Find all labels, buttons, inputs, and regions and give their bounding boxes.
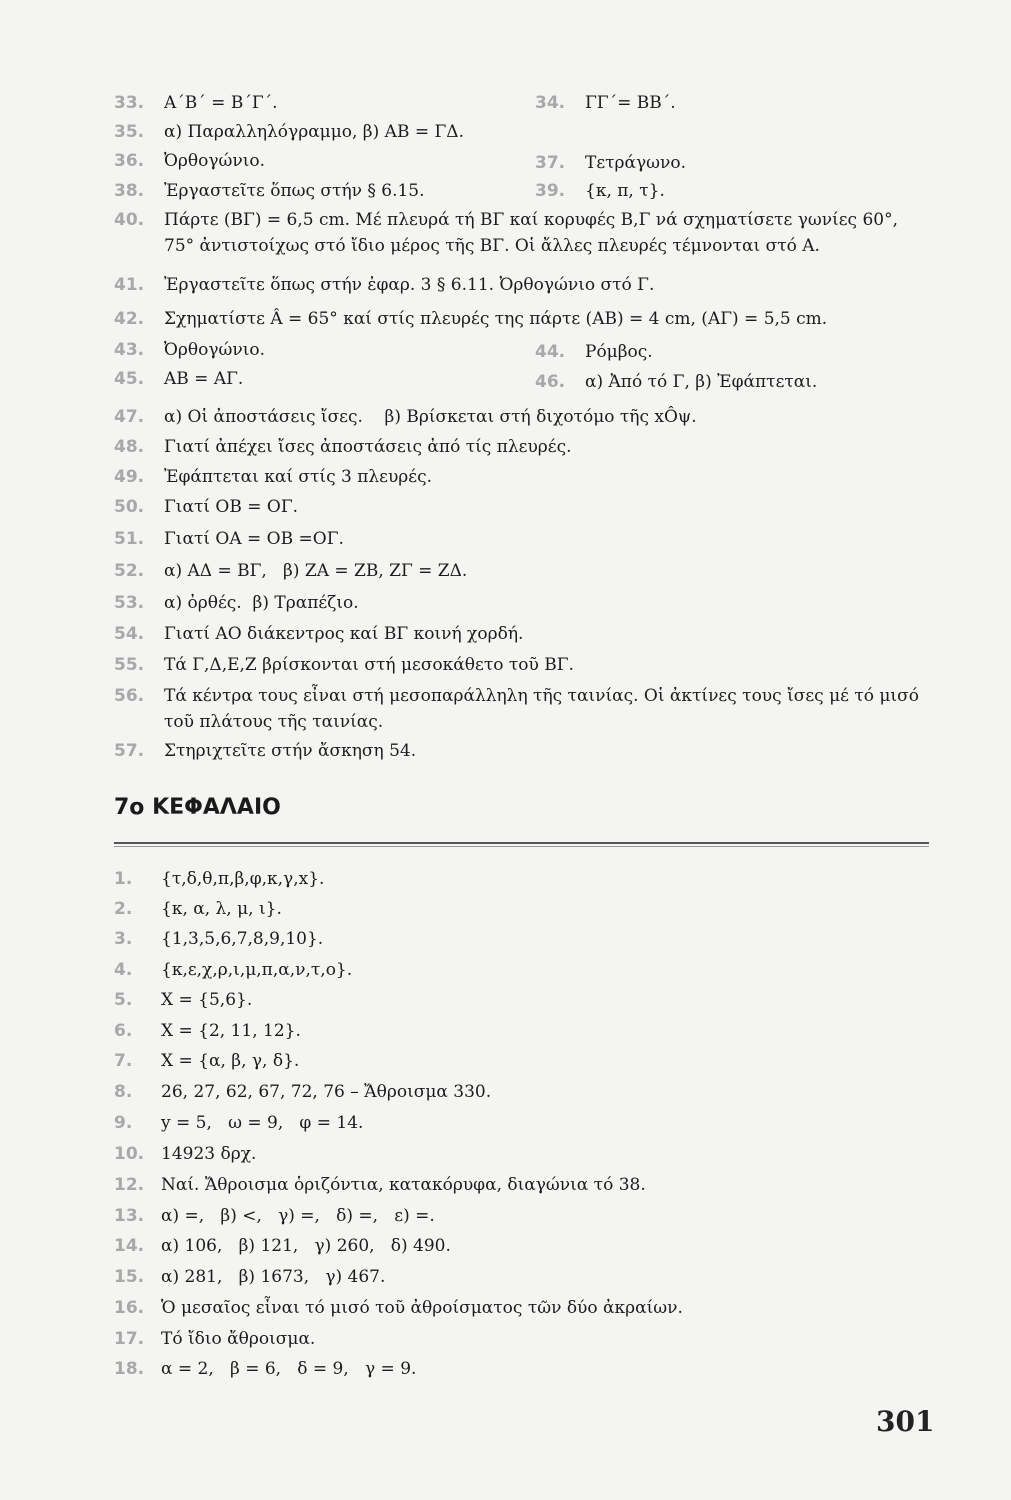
answer-number: 34. bbox=[535, 93, 566, 113]
answer-text: Τετράγωνο. bbox=[585, 153, 687, 173]
answer-text: ΓΓ΄= BB΄. bbox=[585, 93, 676, 113]
answer-number: 57. bbox=[114, 741, 145, 761]
answer-number: 1. bbox=[114, 869, 133, 889]
answer-text: Στηριχτεῖτε στήν ἄσκηση 54. bbox=[164, 741, 417, 761]
answer-number: 4. bbox=[114, 960, 133, 980]
answer-text: α = 2, β = 6, δ = 9, γ = 9. bbox=[161, 1359, 417, 1379]
answer-number: 43. bbox=[114, 340, 145, 360]
answer-number: 36. bbox=[114, 151, 145, 171]
answer-text: Ἐργαστεῖτε ὅπως στήν § 6.15. bbox=[164, 181, 425, 201]
answer-text: Ὀρθογώνιο. bbox=[164, 151, 266, 171]
answer-number: 52. bbox=[114, 561, 145, 581]
answer-number: 55. bbox=[114, 655, 145, 675]
answer-text: AB = AΓ. bbox=[164, 369, 244, 389]
answer-text: 26, 27, 62, 67, 72, 76 – Ἄθροισμα 330. bbox=[161, 1082, 492, 1102]
answer-text: X = {2, 11, 12}. bbox=[161, 1021, 301, 1041]
answer-number: 3. bbox=[114, 929, 133, 949]
answer-text: X = {α, β, γ, δ}. bbox=[161, 1051, 300, 1071]
answer-text: X = {5,6}. bbox=[161, 990, 253, 1010]
answer-text: {τ,δ,θ,π,β,φ,κ,γ,x}. bbox=[161, 869, 325, 889]
answer-number: 13. bbox=[114, 1206, 145, 1226]
answer-number: 37. bbox=[535, 153, 566, 173]
answer-text: Ἐργαστεῖτε ὅπως στήν ἐφαρ. 3 § 6.11. Ὀρθογώνιο στό Γ. bbox=[164, 275, 655, 295]
answer-text: {κ, α, λ, μ, ι}. bbox=[161, 899, 282, 919]
answer-text: Ναί. Ἄθροισμα ὁριζόντια, κατακόρυφα, διαγώνια τό 38. bbox=[161, 1175, 646, 1195]
answer-number: 16. bbox=[114, 1298, 145, 1318]
answer-text: {κ,ε,χ,ρ,ι,μ,π,α,ν,τ,ο}. bbox=[161, 960, 353, 980]
answer-text: Τά κέντρα τους εἶναι στή μεσοπαράλληλη τῆς ταινίας. Οἱ ἀκτίνες τους ἴσες μέ τό μισό τοῦ πλάτους τῆς ταινίας. bbox=[164, 686, 919, 732]
answer-text: α) AΔ = BΓ, β) ZA = ZB, ZΓ = ZΔ. bbox=[164, 561, 468, 581]
answer-number: 54. bbox=[114, 624, 145, 644]
answer-number: 48. bbox=[114, 437, 145, 457]
answer-number: 7. bbox=[114, 1051, 133, 1071]
answer-number: 47. bbox=[114, 407, 145, 427]
answer-text: α) 281, β) 1673, γ) 467. bbox=[161, 1267, 386, 1287]
answer-text: α) Παραλληλόγραμμο, β) AB = ΓΔ. bbox=[164, 122, 464, 142]
answer-text: {1,3,5,6,7,8,9,10}. bbox=[161, 929, 324, 949]
answer-text: Ἐφάπτεται καί στίς 3 πλευρές. bbox=[164, 467, 433, 487]
answer-text: α) ὀρθές. β) Τραπέζιο. bbox=[164, 593, 359, 613]
answer-text: Ρόμβος. bbox=[585, 342, 653, 362]
answer-text: α) Ἀπό τό Γ, β) Ἐφάπτεται. bbox=[585, 372, 818, 392]
answer-number: 15. bbox=[114, 1267, 145, 1287]
answer-text: Τό ἴδιο ἄθροισμα. bbox=[161, 1329, 316, 1349]
page-number: 301 bbox=[876, 1405, 935, 1438]
answer-number: 2. bbox=[114, 899, 133, 919]
answer-text: Γιατί ἀπέχει ἴσες ἀποστάσεις ἀπό τίς πλευρές. bbox=[164, 437, 572, 457]
answer-text: α) Οἱ ἀποστάσεις ἴσες. β) Βρίσκεται στή διχοτόμο τῆς xÔψ. bbox=[164, 407, 697, 427]
answer-text: Ὁ μεσαῖος εἶναι τό μισό τοῦ ἀθροίσματος τῶν δύο ἀκραίων. bbox=[161, 1298, 683, 1318]
answer-number: 5. bbox=[114, 990, 133, 1010]
answer-number: 10. bbox=[114, 1144, 145, 1164]
answer-text: Τά Γ,Δ,E,Z βρίσκονται στή μεσοκάθετο τοῦ BΓ. bbox=[164, 655, 574, 675]
answer-number: 18. bbox=[114, 1359, 145, 1379]
answer-text: y = 5, ω = 9, φ = 14. bbox=[161, 1113, 364, 1133]
answer-number: 40. bbox=[114, 210, 145, 230]
answer-text: Γιατί AO διάκεντρος καί BΓ κοινή χορδή. bbox=[164, 624, 524, 644]
answer-number: 45. bbox=[114, 369, 145, 389]
answer-number: 35. bbox=[114, 122, 145, 142]
answer-number: 39. bbox=[535, 181, 566, 201]
answer-number: 14. bbox=[114, 1236, 145, 1256]
answer-number: 44. bbox=[535, 342, 566, 362]
answer-number: 8. bbox=[114, 1082, 133, 1102]
answer-text: {κ, π, τ}. bbox=[585, 181, 665, 201]
answer-text: 14923 δρχ. bbox=[161, 1144, 257, 1164]
answer-number: 38. bbox=[114, 181, 145, 201]
answer-number: 56. bbox=[114, 686, 145, 706]
answer-number: 53. bbox=[114, 593, 145, 613]
answer-text: Γιατί OA = OB =OΓ. bbox=[164, 529, 344, 549]
answer-number: 41. bbox=[114, 275, 145, 295]
answer-text: α) =, β) <, γ) =, δ) =, ε) =. bbox=[161, 1206, 435, 1226]
answer-number: 46. bbox=[535, 372, 566, 392]
answer-text: Γιατί OB = OΓ. bbox=[164, 497, 299, 517]
answer-number: 17. bbox=[114, 1329, 145, 1349]
answer-text: A΄B΄ = B΄Γ΄. bbox=[164, 93, 278, 113]
answer-number: 49. bbox=[114, 467, 145, 487]
answer-number: 6. bbox=[114, 1021, 133, 1041]
answer-text: Σχηματίστε Â = 65° καί στίς πλευρές της πάρτε (AB) = 4 cm, (AΓ) = 5,5 cm. bbox=[164, 309, 828, 329]
answer-text: α) 106, β) 121, γ) 260, δ) 490. bbox=[161, 1236, 451, 1256]
answer-number: 51. bbox=[114, 529, 145, 549]
answer-number: 12. bbox=[114, 1175, 145, 1195]
answer-text: Ὀρθογώνιο. bbox=[164, 340, 266, 360]
heading-rule bbox=[114, 842, 929, 844]
chapter-heading: 7ο ΚΕΦΑΛΑΙΟ bbox=[114, 795, 281, 820]
answer-number: 50. bbox=[114, 497, 145, 517]
answer-number: 9. bbox=[114, 1113, 133, 1133]
answer-text: Πάρτε (BΓ) = 6,5 cm. Μέ πλευρά τή BΓ καί κορυφές B,Γ νά σχηματίσετε γωνίες 60°, 75° ἀντιστοίχως στό ἴδιο μέρος τῆς BΓ. Οἱ ἄλλες πλευρές τέμνονται στό A. bbox=[164, 210, 898, 256]
heading-rule-thin bbox=[114, 846, 929, 847]
answer-number: 33. bbox=[114, 93, 145, 113]
answer-number: 42. bbox=[114, 309, 145, 329]
